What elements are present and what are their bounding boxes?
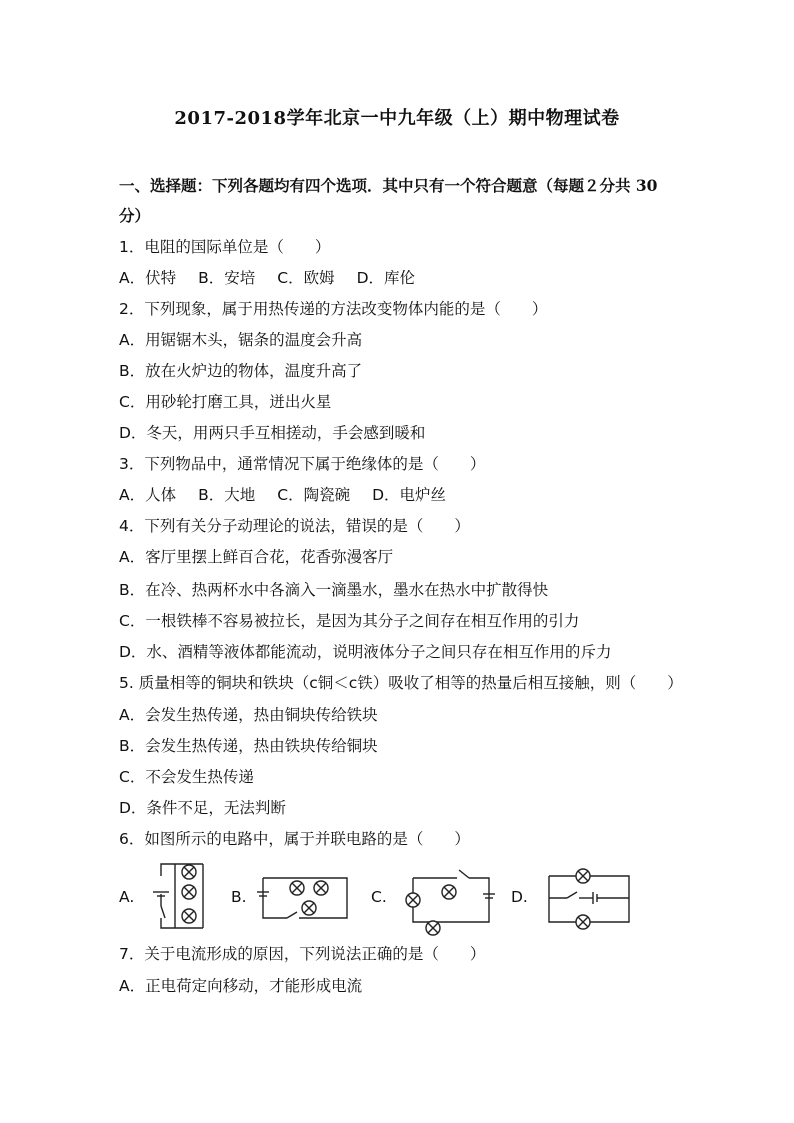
question-5-stem: 5. 质量相等的铜块和铁块（c铜＜c铁）吸收了相等的热量后相互接触，则（ ） <box>119 674 683 692</box>
option-label-d: D. <box>511 888 528 906</box>
section-heading: 一、选择题：下列各题均有四个选项．其中只有一个符合题意（每题２分共 30 <box>119 176 658 195</box>
question-2-option-a: A．用锯锯木头，锯条的温度会升高 <box>119 331 363 349</box>
question-2-option-d: D．冬天，用两只手互相搓动，手会感到暖和 <box>119 424 426 442</box>
circuit-diagram-b <box>257 858 353 936</box>
question-5-option-d: D．条件不足，无法判断 <box>119 799 286 817</box>
question-4-option-d: D．水、酒精等液体都能流动，说明液体分子之间只存在相互作用的斥力 <box>119 643 612 661</box>
question-2-option-b: B．放在火炉边的物体，温度升高了 <box>119 362 363 380</box>
option: D．库伦 <box>356 269 416 287</box>
circuit-diagram-d <box>539 858 639 936</box>
question-4-option-a: A．客厅里摆上鲜百合花，花香弥漫客厅 <box>119 548 394 566</box>
option-label-b: B. <box>231 888 247 906</box>
question-5-option-b: B．会发生热传递，热由铁块传给铜块 <box>119 737 378 755</box>
question-6-stem: 6．如图所示的电路中，属于并联电路的是（ ） <box>119 830 470 848</box>
circuit-diagram-c <box>399 858 499 936</box>
question-2-option-c: C．用砂轮打磨工具，迸出火星 <box>119 393 332 411</box>
question-1-options <box>119 268 437 288</box>
option: A．人体 <box>119 486 177 504</box>
question-5-option-c: C．不会发生热传递 <box>119 768 254 786</box>
question-7-option-a: A．正电荷定向移动，才能形成电流 <box>119 977 363 995</box>
question-7-stem: 7．关于电流形成的原因，下列说法正确的是（ ） <box>119 945 486 963</box>
section-heading-cont: 分） <box>119 206 151 225</box>
question-2-stem: 2．下列现象，属于用热传递的方法改变物体内能的是（ ） <box>119 300 548 318</box>
question-4-stem: 4．下列有关分子动理论的说法，错误的是（ ） <box>119 517 470 535</box>
question-4-option-c: C．一根铁棒不容易被拉长，是因为其分子之间存在相互作用的引力 <box>119 612 580 630</box>
option: A．伏特 <box>119 269 177 287</box>
option-label-a: A. <box>119 888 135 906</box>
option: B．安培 <box>198 269 256 287</box>
circuit-diagram-a <box>149 858 221 936</box>
question-4-option-b: B．在冷、热两杯水中各滴入一滴墨水，墨水在热水中扩散得快 <box>119 581 549 599</box>
option: C．欧姆 <box>277 269 335 287</box>
question-6-circuit-options <box>119 858 659 936</box>
option-label-c: C. <box>371 888 387 906</box>
question-3-options <box>119 485 468 505</box>
question-3-stem: 3．下列物品中，通常情况下属于绝缘体的是（ ） <box>119 455 486 473</box>
question-5-option-a: A．会发生热传递，热由铜块传给铁块 <box>119 706 378 724</box>
page-title: 2017-2018学年北京一中九年级（上）期中物理试卷 <box>174 108 620 129</box>
question-1-stem: 1．电阻的国际单位是（ ） <box>119 238 331 256</box>
option: C．陶瓷碗 <box>277 486 351 504</box>
option: D．电炉丝 <box>372 486 447 504</box>
option: B．大地 <box>198 486 256 504</box>
